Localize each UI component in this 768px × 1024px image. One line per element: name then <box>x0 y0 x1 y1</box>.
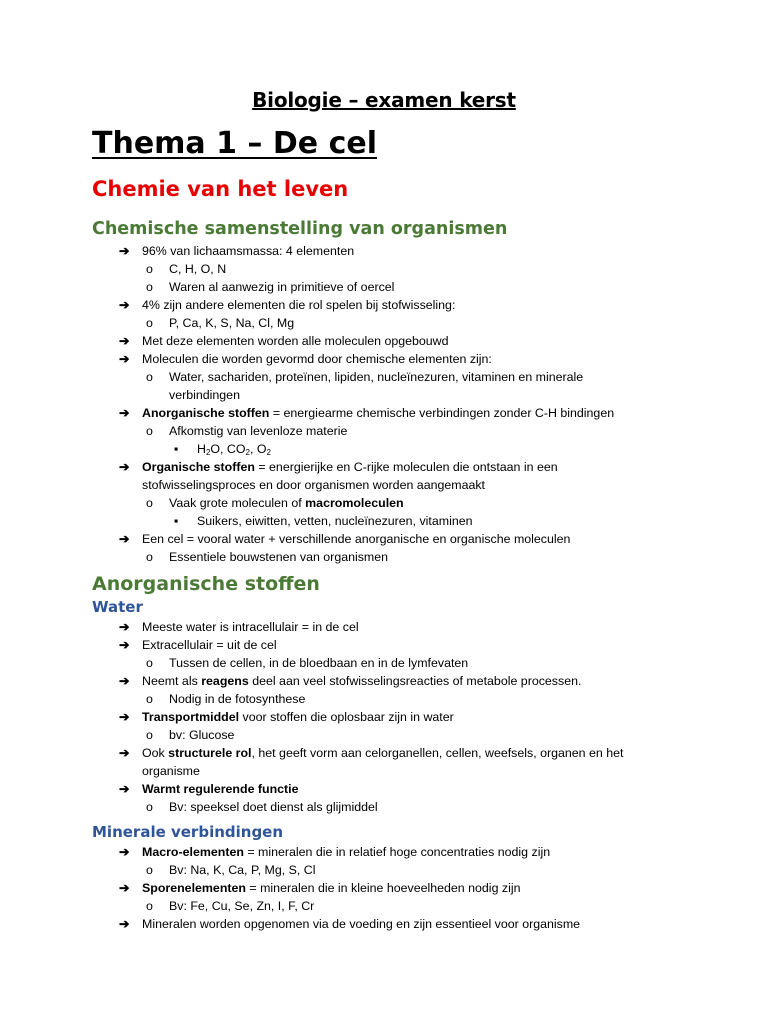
list-item: ➔ Anorganische stoffen = energiearme chemische verbindingen zonder C-H bindingen <box>119 406 615 420</box>
arrow-icon: ➔ <box>119 638 130 652</box>
list-item: o Bv: Na, K, Ca, P, Mg, S, Cl <box>146 863 316 877</box>
list-item: o Essentiele bouwstenen van organismen <box>146 550 389 564</box>
arrow-icon: ➔ <box>119 620 130 634</box>
circle-bullet-icon: o <box>146 496 153 510</box>
list-item: o Bv: Fe, Cu, Se, Zn, I, F, Cr <box>146 899 315 913</box>
list-item: ➔ Ook structurele rol, het geeft vorm aan celorganellen, cellen, weefsels, organen en het organisme <box>119 746 624 778</box>
arrow-icon: ➔ <box>119 334 130 348</box>
circle-bullet-icon: o <box>146 280 153 294</box>
circle-bullet-icon: o <box>146 692 153 706</box>
list-item: ➔ Meeste water is intracellulair = in de cel <box>119 620 359 634</box>
circle-bullet-icon: o <box>146 656 153 670</box>
minerale-list <box>0 843 768 933</box>
list-item: ➔ Moleculen die worden gevormd door chemische elementen zijn: <box>119 352 492 366</box>
arrow-icon: ➔ <box>119 532 130 546</box>
arrow-icon: ➔ <box>119 845 130 859</box>
molecule-formulas: $H_2O$, $CO_2$, $O_2$ <box>197 442 271 457</box>
circle-bullet-icon: o <box>146 370 153 384</box>
list-item: ➔ Sporenelementen = mineralen die in kleine hoeveelheden nodig zijn <box>119 881 521 895</box>
list-item: o Nodig in de fotosynthese <box>146 692 306 706</box>
list-item: ➔ Met deze elementen worden alle moleculen opgebouwd <box>119 334 449 348</box>
list-item: o P, Ca, K, S, Na, Cl, Mg <box>146 316 295 330</box>
list-item: ➔ 96% van lichaamsmassa: 4 elementen <box>119 244 355 258</box>
arrow-icon: ➔ <box>119 352 130 366</box>
arrow-icon: ➔ <box>119 244 130 258</box>
circle-bullet-icon: o <box>146 863 153 877</box>
arrow-icon: ➔ <box>119 298 130 312</box>
square-bullet-icon: ▪ <box>174 442 179 456</box>
samenstelling-list <box>0 242 768 566</box>
circle-bullet-icon: o <box>146 262 153 276</box>
list-item: o Afkomstig van levenloze materie <box>146 424 348 438</box>
list-item: o Tussen de cellen, in de bloedbaan en in de lymfevaten <box>146 656 469 670</box>
document-title: Biologie – examen kerst <box>252 88 516 112</box>
thema-heading: Thema 1 – De cel <box>92 126 377 161</box>
list-item: o Vaak grote moleculen of macromoleculen <box>146 496 404 510</box>
list-item: o Water, sachariden, proteïnen, lipiden, nucleïnezuren, vitaminen en minerale verbindingen <box>146 370 584 402</box>
list-item: ➔ Transportmiddel voor stoffen die oplosbaar zijn in water <box>119 710 454 724</box>
water-list <box>0 618 768 816</box>
arrow-icon: ➔ <box>119 881 130 895</box>
heading-water: Water <box>92 598 143 616</box>
list-item: ➔ Extracellulair = uit de cel <box>119 638 277 652</box>
circle-bullet-icon: o <box>146 424 153 438</box>
heading-minerale-verbindingen: Minerale verbindingen <box>92 823 284 841</box>
list-item: ▪ Suikers, eiwitten, vetten, nucleïnezuren, vitaminen <box>174 514 473 528</box>
arrow-icon: ➔ <box>119 674 130 688</box>
arrow-icon: ➔ <box>119 710 130 724</box>
square-bullet-icon: ▪ <box>174 514 179 528</box>
arrow-icon: ➔ <box>119 746 130 760</box>
list-item: o C, H, O, N <box>146 262 227 276</box>
arrow-icon: ➔ <box>119 917 130 931</box>
list-item: ➔ Organische stoffen = energierijke en C-rijke moleculen die ontstaan in een stofwisselingsproces en door organismen worden aangemaakt <box>119 460 558 492</box>
circle-bullet-icon: o <box>146 899 153 913</box>
circle-bullet-icon: o <box>146 728 153 742</box>
list-item: ➔ Een cel = vooral water + verschillende anorganische en organische moleculen <box>119 532 571 546</box>
list-item: ➔ Neemt als reagens deel aan veel stofwisselingsreacties of metabole processen. <box>119 674 582 688</box>
arrow-icon: ➔ <box>119 782 130 796</box>
list-item: o bv: Glucose <box>146 728 235 742</box>
circle-bullet-icon: o <box>146 550 153 564</box>
arrow-icon: ➔ <box>119 406 130 420</box>
list-item: o Bv: speeksel doet dienst als glijmiddel <box>146 800 378 814</box>
arrow-icon: ➔ <box>119 460 130 474</box>
list-item <box>0 440 768 458</box>
circle-bullet-icon: o <box>146 800 153 814</box>
list-item: o Waren al aanwezig in primitieve of oercel <box>146 280 395 294</box>
section-heading: Chemie van het leven <box>92 177 349 201</box>
subsection-heading-samenstelling: Chemische samenstelling van organismen <box>92 219 508 239</box>
list-item: ➔ 4% zijn andere elementen die rol spelen bij stofwisseling: <box>119 298 456 312</box>
circle-bullet-icon: o <box>146 316 153 330</box>
list-item: ➔ Warmt regulerende functie <box>119 782 299 796</box>
subsection-heading-anorganisch: Anorganische stoffen <box>92 573 320 595</box>
list-item: ➔ Macro-elementen = mineralen die in relatief hoge concentraties nodig zijn <box>119 845 551 859</box>
list-item: ➔ Mineralen worden opgenomen via de voeding en zijn essentieel voor organisme <box>119 917 581 931</box>
